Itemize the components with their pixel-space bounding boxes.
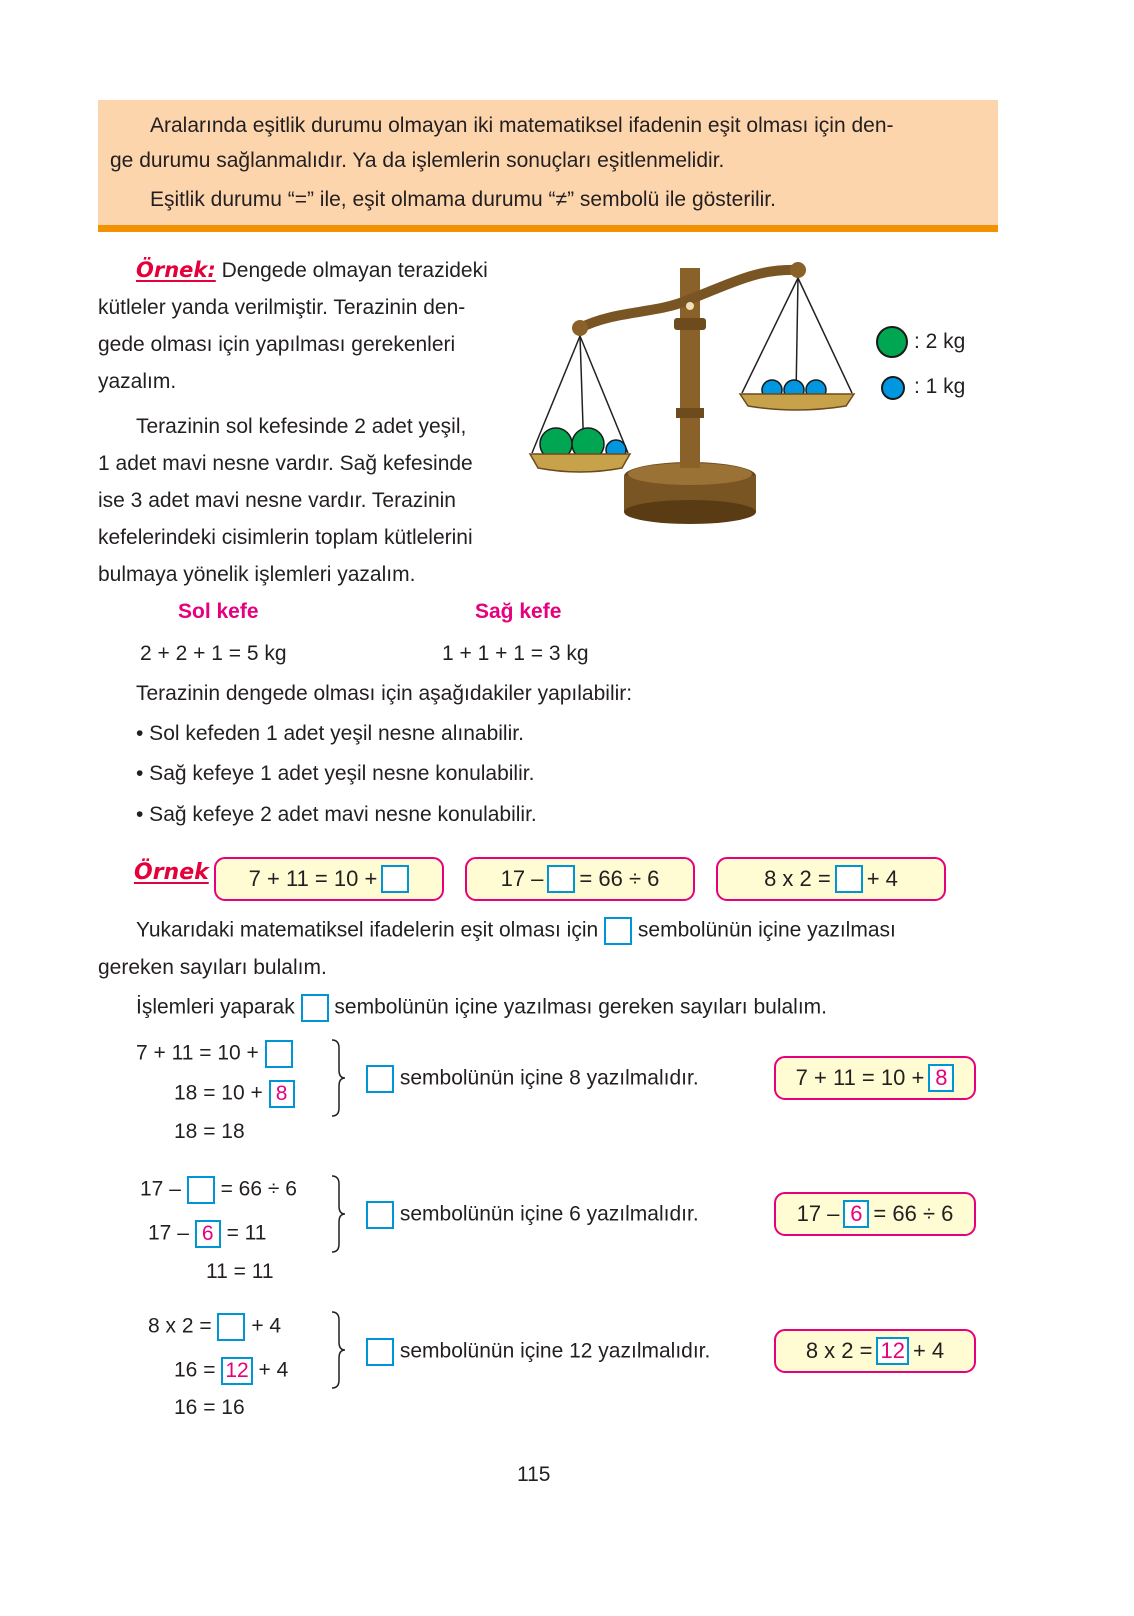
page-number: 115 xyxy=(517,1463,551,1486)
brace-icon xyxy=(330,1038,346,1118)
intro-line: gede olması için yapılması gerekenleri xyxy=(98,333,456,356)
solution1-step2 xyxy=(174,1080,295,1108)
statement-text: sembolünün içine 12 yazılmalıdır. xyxy=(399,1339,711,1363)
para2-line: 1 adet mavi nesne vardır. Sağ kefesinde xyxy=(98,452,473,475)
brace-icon xyxy=(330,1310,346,1390)
option-item: • Sağ kefeye 2 adet mavi nesne konulabilir. xyxy=(136,803,537,826)
result-text: 8 x 2 = xyxy=(805,1338,873,1363)
right-pan-heading: Sağ kefe xyxy=(475,600,562,623)
blank-box xyxy=(604,917,632,945)
problem-text: 8 x 2 = xyxy=(764,866,831,891)
step-text: = 11 xyxy=(226,1221,267,1245)
blank-box xyxy=(547,865,575,893)
solution1-result-pill xyxy=(774,1056,976,1100)
step-text: + 4 xyxy=(258,1358,289,1382)
answer-box: 8 xyxy=(269,1080,295,1108)
solution2-step3: 11 = 11 xyxy=(206,1260,274,1283)
problem-text: + 4 xyxy=(866,866,898,891)
step-text: 8 x 2 = xyxy=(148,1314,212,1338)
result-text: + 4 xyxy=(912,1338,945,1363)
para2-line: kefelerindeki cisimlerin toplam kütlelerini xyxy=(98,526,473,549)
solution1-step1 xyxy=(136,1040,293,1068)
example1-intro xyxy=(98,252,514,400)
intro-line: Dengede olmayan terazideki xyxy=(215,259,488,282)
right-pan-sum: 1 + 1 + 1 = 3 kg xyxy=(442,642,589,665)
answer-box: 8 xyxy=(928,1064,954,1092)
solution3-step1 xyxy=(148,1313,281,1341)
blank-box xyxy=(835,865,863,893)
blank-box xyxy=(366,1201,394,1229)
statement-text: sembolünün içine 8 yazılmalıdır. xyxy=(399,1066,699,1090)
problem-text: 7 + 11 = 10 + xyxy=(248,866,378,891)
solution1-step3: 18 = 18 xyxy=(174,1120,245,1143)
info-box xyxy=(98,100,998,232)
method-text: İşlemleri yaparak xyxy=(136,995,295,1019)
para2-line: Terazinin sol kefesinde 2 adet yeşil, xyxy=(136,415,467,438)
left-pan-sum: 2 + 2 + 1 = 5 kg xyxy=(140,642,287,665)
method-line xyxy=(136,994,827,1022)
result-text: = 66 ÷ 6 xyxy=(873,1201,954,1226)
info-line-1: Aralarında eşitlik durumu olmayan iki matematiksel ifadenin eşit olması için den- xyxy=(150,114,894,137)
blank-box xyxy=(301,994,329,1022)
problem-pill-3 xyxy=(716,857,946,901)
blank-box xyxy=(381,865,409,893)
para2-line: ise 3 adet mavi nesne vardır. Terazinin xyxy=(98,489,456,512)
solution2-result-pill xyxy=(774,1192,976,1236)
result-text: 17 – xyxy=(796,1201,840,1226)
answer-box: 12 xyxy=(221,1357,252,1385)
desc-text: sembolünün içine yazılması xyxy=(637,918,896,942)
para2-line: bulmaya yönelik işlemleri yazalım. xyxy=(98,563,416,586)
example2-label: Örnek xyxy=(134,860,209,885)
info-line-3: Eşitlik durumu “=” ile, eşit olmama durumu “≠” sembolü ile gösterilir. xyxy=(150,188,776,211)
result-text: 7 + 11 = 10 + xyxy=(795,1065,925,1090)
brace-icon xyxy=(330,1174,346,1254)
intro-line: kütleler yanda verilmiştir. Terazinin den- xyxy=(98,296,466,319)
info-line-2: ge durumu sağlanmalıdır. Ya da işlemlerin sonuçları eşitlenmelidir. xyxy=(110,149,725,172)
solution2-step2 xyxy=(148,1220,266,1248)
blank-box xyxy=(265,1040,293,1068)
blank-box xyxy=(366,1338,394,1366)
problem-pill-2 xyxy=(465,857,695,901)
intro-line: yazalım. xyxy=(98,370,177,393)
statement-text: sembolünün içine 6 yazılmalıdır. xyxy=(399,1202,699,1226)
example1-para2 xyxy=(98,408,514,593)
blank-box xyxy=(187,1176,215,1204)
left-pan-heading: Sol kefe xyxy=(178,600,259,623)
problem-text: = 66 ÷ 6 xyxy=(579,866,660,891)
description-line-1 xyxy=(136,917,896,945)
answer-box: 6 xyxy=(195,1220,221,1248)
solution2-step1 xyxy=(140,1176,297,1204)
blank-box xyxy=(217,1313,245,1341)
step-text: 17 – xyxy=(140,1177,181,1201)
step-text: 16 = xyxy=(174,1358,216,1382)
option-item: • Sol kefeden 1 adet yeşil nesne alınabilir. xyxy=(136,722,524,745)
answer-box: 12 xyxy=(876,1337,908,1365)
blue-mass-legend-label: : 1 kg xyxy=(914,375,966,398)
description-line-2: gereken sayıları bulalım. xyxy=(98,956,327,979)
step-text: = 66 ÷ 6 xyxy=(220,1177,297,1201)
solution1-statement xyxy=(366,1065,699,1093)
step-text: 18 = 10 + xyxy=(174,1081,263,1105)
method-text: sembolünün içine yazılması gereken sayıları bulalım. xyxy=(334,995,827,1019)
solution3-step2 xyxy=(174,1357,288,1385)
green-mass-legend-icon xyxy=(876,326,908,358)
answer-box: 6 xyxy=(843,1200,869,1228)
solution3-statement xyxy=(366,1338,710,1366)
balance-scale-illustration xyxy=(526,248,866,528)
solution3-result-pill xyxy=(774,1329,976,1373)
step-text: 17 – xyxy=(148,1221,189,1245)
solution3-step3: 16 = 16 xyxy=(174,1396,245,1419)
problem-text: 17 – xyxy=(500,866,544,891)
green-mass-legend-label: : 2 kg xyxy=(914,330,966,353)
step-text: 7 + 11 = 10 + xyxy=(136,1041,259,1065)
desc-text: Yukarıdaki matematiksel ifadelerin eşit olması için xyxy=(136,918,599,942)
problem-pill-1 xyxy=(214,857,444,901)
option-item: • Sağ kefeye 1 adet yeşil nesne konulabilir. xyxy=(136,762,535,785)
options-intro: Terazinin dengede olması için aşağıdakiler yapılabilir: xyxy=(136,682,633,705)
blue-mass-legend-icon xyxy=(881,376,905,400)
step-text: + 4 xyxy=(251,1314,282,1338)
example1-label: Örnek: xyxy=(136,258,216,282)
solution2-statement xyxy=(366,1201,699,1229)
blank-box xyxy=(366,1065,394,1093)
